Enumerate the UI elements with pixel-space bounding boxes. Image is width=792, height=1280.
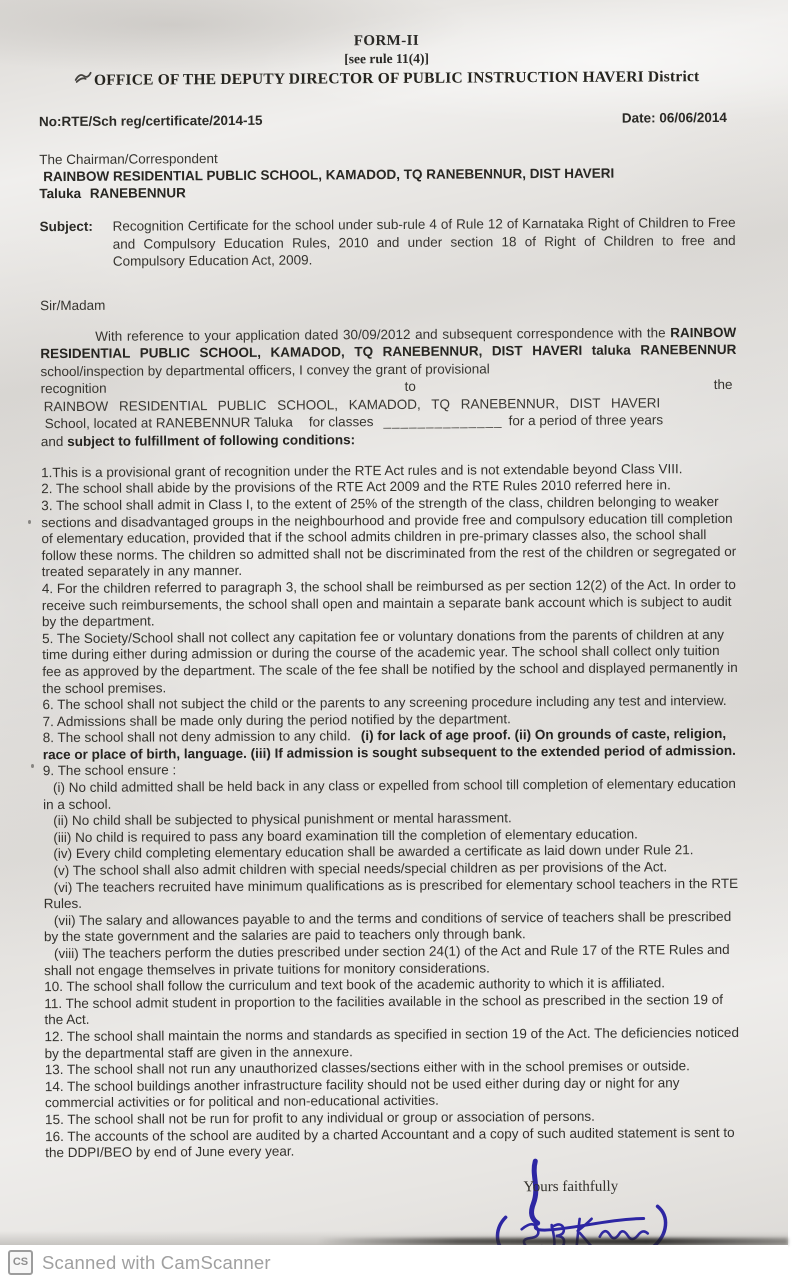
body-school-name-bold: RAINBOW RESIDENTIAL PUBLIC SCHOOL, KAMADOD, TQ RANEBENNUR, DIST HAVERI taluka RANEBENNUR — [40, 324, 737, 362]
spread-word-the: the — [713, 377, 733, 393]
condition-item-11: 11. The school admit student in proportion to the facilities available in the school as prescribed in the section 19 of the Act. — [44, 991, 724, 1028]
subject-block — [40, 214, 736, 271]
addressee-title: The Chairman/Correspondent — [39, 151, 218, 168]
school-name-line: RAINBOW RESIDENTIAL PUBLIC SCHOOL, KAMADOD, TQ RANEBENNUR, DIST HAVERI — [43, 395, 661, 414]
condition-subitem-vi: (vi) The teachers recruited have minimum qualifications as is prescribed for elementary school teachers in the RTE Rules. — [43, 875, 739, 912]
salutation: Sir/Madam — [40, 297, 106, 313]
condition-item-4: 4. For the children referred to paragraph 3, the school shall be reimbursed as per section 12(2) of the Act. In order to receive such reimbursements, the school shall open and maintain a separate bank account which is subject to audit by the department. — [41, 576, 736, 630]
addressee-school-name: RAINBOW RESIDENTIAL PUBLIC SCHOOL, KAMADOD, TQ RANEBENNUR, DIST HAVERI — [43, 165, 615, 185]
for-classes-text: for classes — [308, 414, 374, 430]
paper-speck — [28, 520, 31, 524]
body-paragraph-end: school/inspection by departmental officers, I convey the grant of provisional — [40, 361, 490, 379]
condition-item-10: 10. The school shall follow the curriculum and text book of the academic authority to which it is affiliated. — [44, 975, 666, 995]
conditions-intro-line — [41, 429, 737, 451]
classes-blank-field: ______________ — [383, 413, 503, 430]
condition-item-16: 16. The accounts of the school are audited by a charted Accountant and a copy of such audited statement is sent to the DDPI/BEO by end of June every year. — [45, 1124, 735, 1161]
condition-item-12: 12. The school shall maintain the norms and standards as specified in section 19 of the Act. The deficiencies noticed by the departmental staff are given in the annexure. — [44, 1024, 739, 1061]
condition-subitem-iv: (iv) Every child completing elementary education shall be awarded a certificate as laid down under Rule 21. — [53, 842, 694, 862]
condition-item-6: 6. The school shall not subject the child or the parents to any screening procedure including any test and interview. — [42, 693, 727, 713]
body-paragraph-start: With reference to your application dated 30/09/2012 and subsequent correspondence with the — [95, 325, 671, 344]
camscanner-logo-icon: CS — [8, 1250, 33, 1275]
condition-item-14: 14. The school buildings another infrastructure facility should not be used either during day or night for any commercial activities or for political and non-educational activities. — [44, 1075, 680, 1111]
body-paragraph — [40, 324, 736, 381]
letter-date: Date: 06/06/2014 — [621, 109, 727, 126]
condition-item-3: 3. The school shall admit in Class I, to the extent of 25% of the strength of the class, children belonging to weaker sections and disadvantaged groups in the neighbourhood and provide free and compulsory education till completion of elementary education, provided that if the school admits children in pre-primary classes also, the school shall follow these norms. The children so admitted shall not be discriminated from the rest of the children or segregated or treated separately in any manner. — [41, 493, 737, 580]
condition-subitem-i: (i) No child admitted shall be held back in any class or expelled from school till completion of elementary education in a school. — [43, 775, 736, 812]
subject-text: Recognition Certificate for the school under sub-rule 4 of Rule 12 of Karnataka Right of Children to Free and Compulsory Education Rules, 2010 and under section 18 of Right of Children to free and Compulsory Education Act, 2009. — [112, 214, 736, 269]
condition-subitem-iii: (iii) No child is required to pass any board examination till the completion of elementary education. — [53, 826, 638, 845]
office-title-text: OFFICE OF THE DEPUTY DIRECTOR OF PUBLIC INSTRUCTION HAVERI District — [93, 68, 700, 89]
located-text: School, located at RANEBENNUR Taluka — [44, 414, 293, 432]
condition-item-8-bold: (i) for lack of age proof. (ii) On grounds of caste, religion, race or place of birth, language. (iii) If admission is sought subsequent to the extended period of admission. — [42, 726, 736, 763]
reference-row — [39, 109, 735, 131]
condition-item-8 — [43, 726, 739, 763]
office-title — [39, 65, 735, 93]
condition-item-7: 7. Admissions shall be made only during the period notified by the department. — [42, 710, 511, 729]
condition-item-8-plain: 8. The school shall not deny admission to any child. — [42, 728, 351, 746]
pen-scribble-icon — [74, 71, 92, 83]
condition-item-13: 13. The school shall not run any unauthorized classes/sections either with in the school premises or outside. — [44, 1058, 690, 1078]
condition-subitem-vii: (vii) The salary and allowances payable to and the terms and conditions of service of teachers shall be prescribed by the state government and the salaries are paid to teachers only through bank. — [43, 908, 732, 945]
addressee-taluka: Taluka RANEBENNUR — [39, 185, 186, 202]
paper-speck — [31, 764, 34, 768]
spread-word-to: to — [404, 379, 416, 395]
form-rule-subtitle: [see rule 11(4)] — [344, 50, 429, 67]
camscanner-caption: Scanned with CamScanner — [42, 1251, 271, 1273]
condition-item-5: 5. The Society/School shall not collect any capitation fee or voluntary donations from the parents of children at any time during either during admission or during the course of the academic year. The school shall collect only tuition fee as approved by the department. The scale of the fee shall be notified by the school and displayed permanently in the school premises. — [42, 626, 738, 696]
and-word: and — [40, 434, 68, 450]
addressee-block — [39, 147, 735, 202]
conditions-intro-bold: subject to fulfillment of following conditions: — [67, 432, 356, 450]
condition-subitem-ii: (ii) No child shall be subjected to physical punishment or mental harassment. — [53, 810, 512, 829]
paper-edge-shadow — [318, 1238, 788, 1245]
period-text: for a period of three years — [508, 412, 664, 429]
condition-item-2: 2. The school shall abide by the provisions of the RTE Act 2009 and the RTE Rules 2010 referred here in. — [41, 477, 671, 497]
spread-word-recognition: recognition — [40, 381, 107, 397]
yours-faithfully: Yours faithfully — [523, 1178, 619, 1195]
condition-subitem-v: (v) The school shall also admit children with special needs/special children as per provisions of the Act. — [53, 859, 668, 879]
condition-item-15: 15. The school shall not be run for profit to any individual or group or association of persons. — [44, 1108, 595, 1128]
form-title: FORM-II — [353, 32, 420, 50]
conditions-list — [41, 461, 741, 1162]
subject-label: Subject: — [39, 218, 93, 235]
condition-subitem-viii: (viii) The teachers perform the duties prescribed under section 24(1) of the Act and Rule 17 of the RTE Rules and shall not engage themselves in private tuitions for monitory considerations. — [44, 941, 730, 978]
condition-item-9: 9. The school ensure : — [42, 762, 177, 779]
camscanner-footer-bar — [0, 1245, 788, 1280]
condition-item-1: 1.This is a provisional grant of recognition under the RTE Act rules and is not extendable beyond Class VIII. — [41, 461, 683, 480]
reference-number: No:RTE/Sch reg/certificate/2014-15 — [38, 112, 263, 130]
